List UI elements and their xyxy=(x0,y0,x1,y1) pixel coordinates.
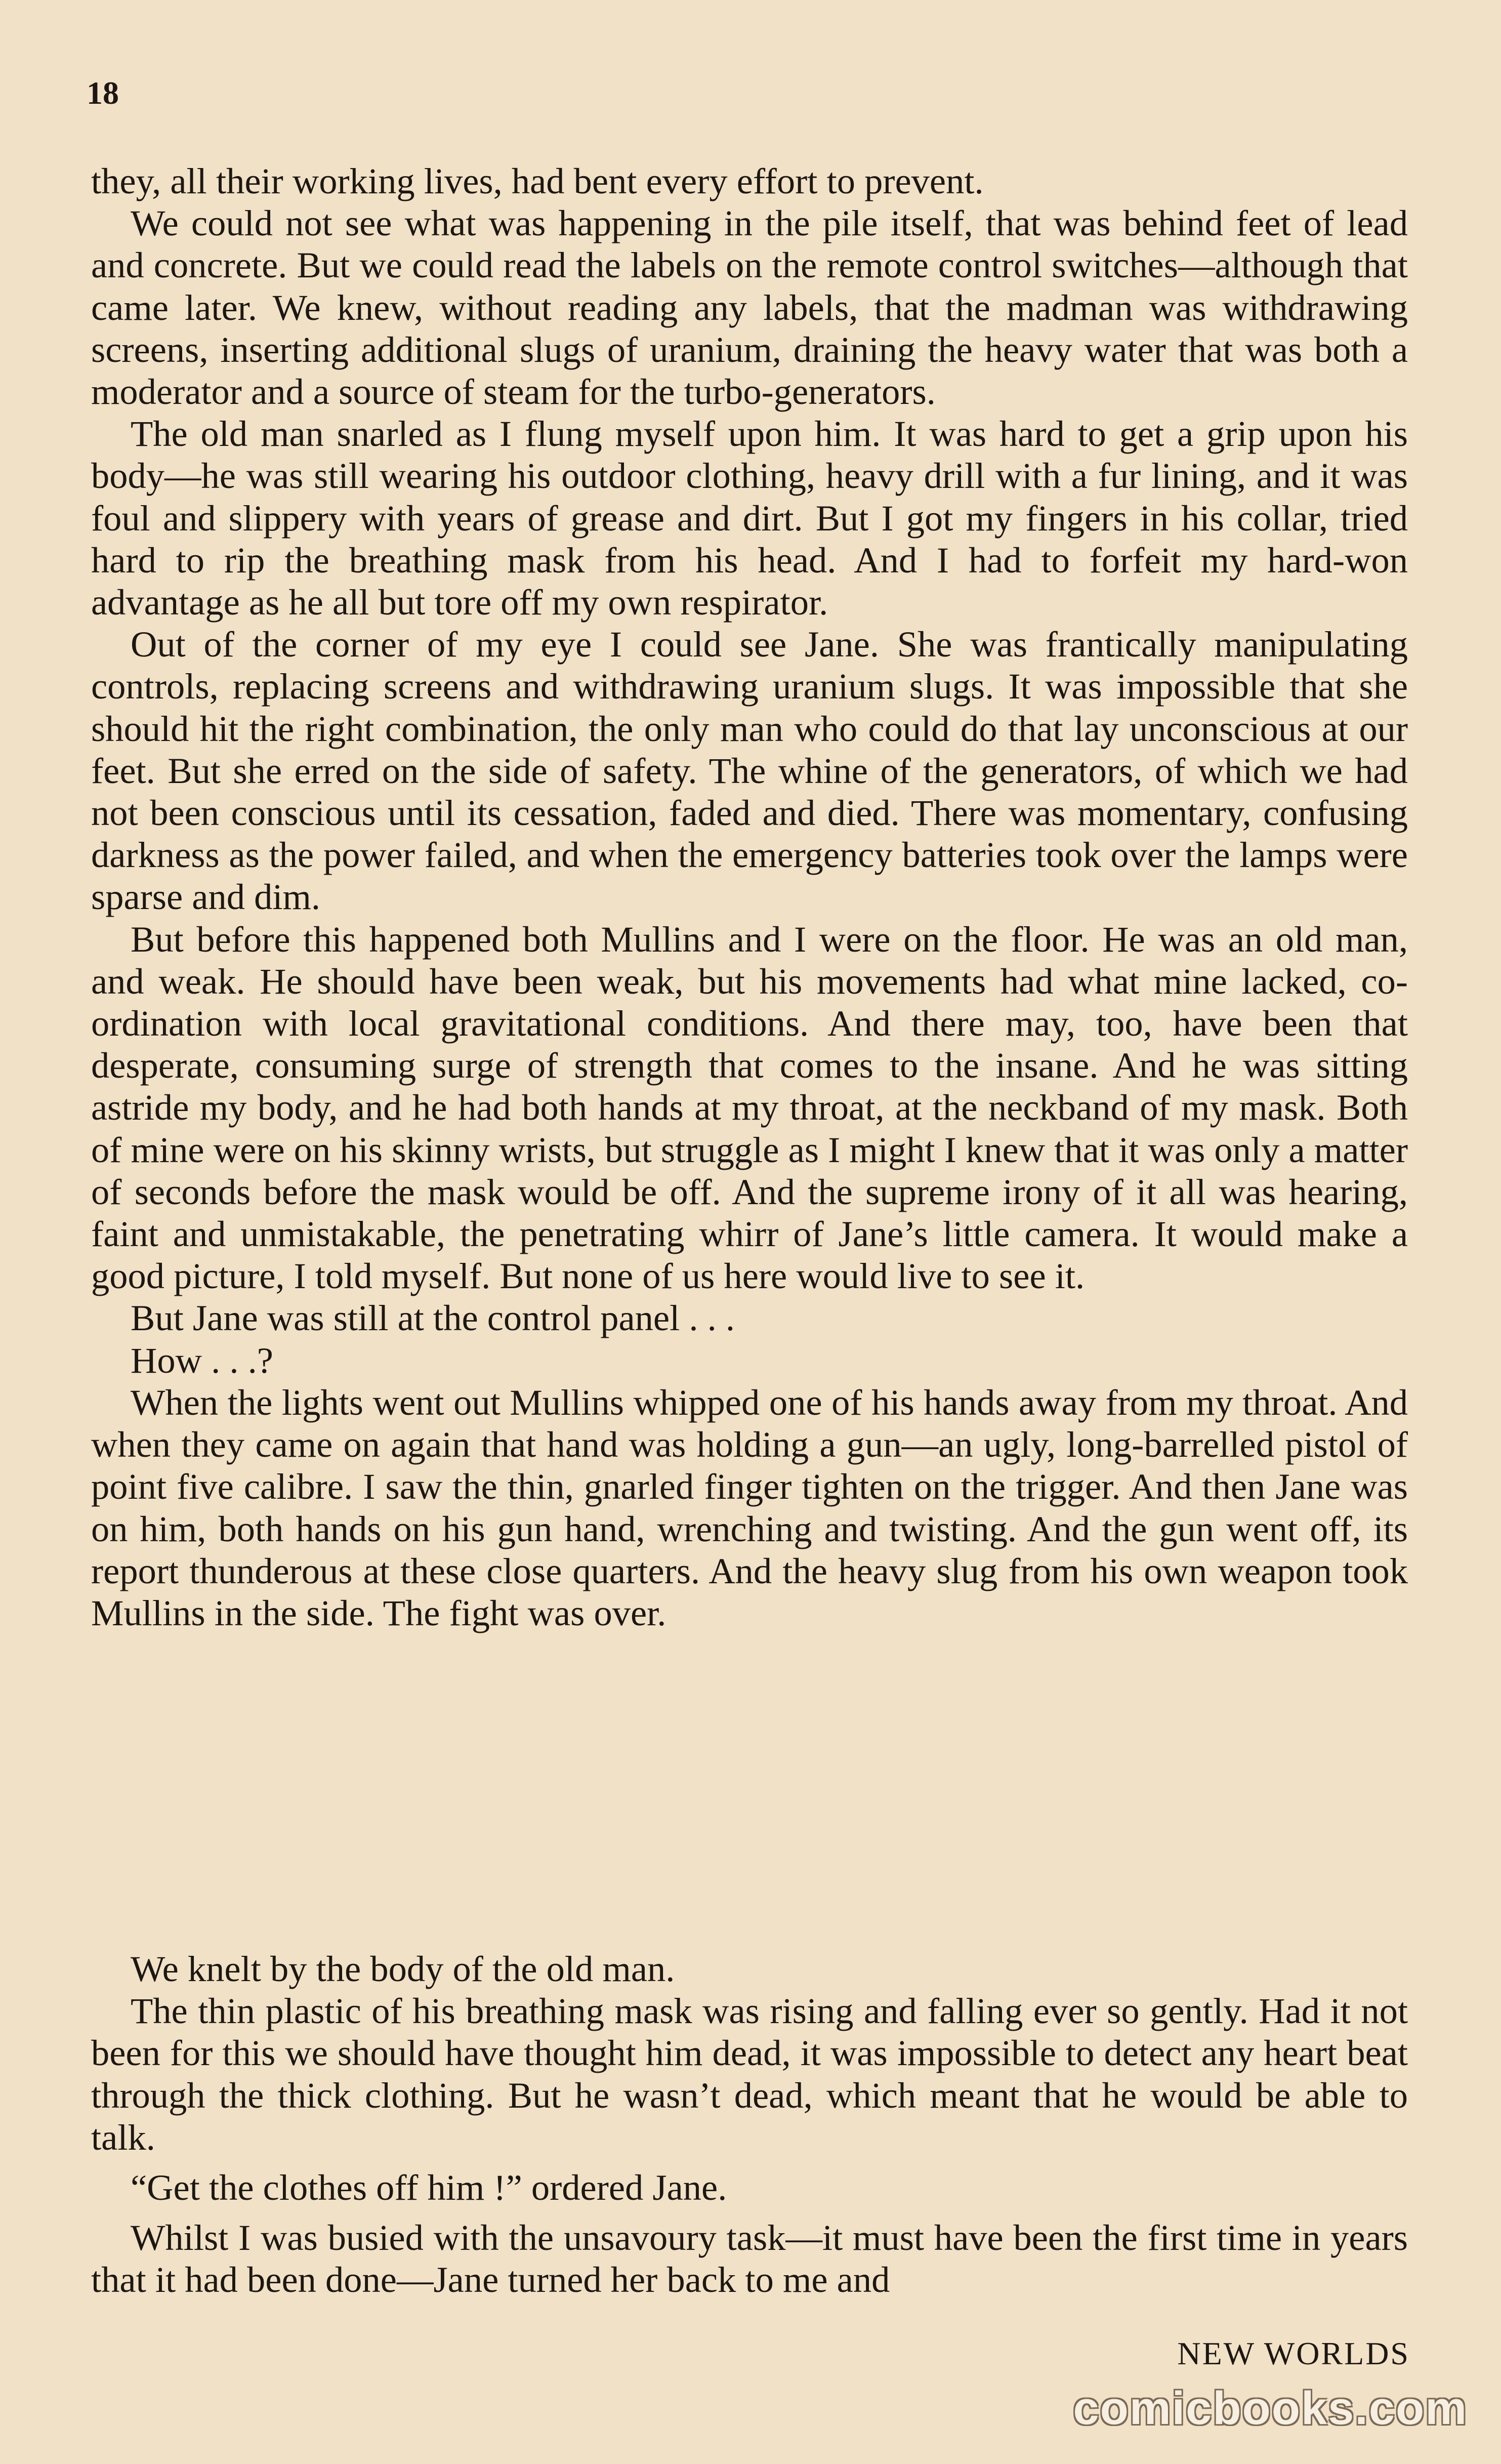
paragraph: The thin plastic of his breathing mask was rising and falling ever so gently. Had it not been for this we should have thought him dead, it was impossible to detect any heart beat through the thick clothing. But he wasn’t dead, which meant that he would be able to talk. xyxy=(91,1990,1408,2158)
paragraph: Whilst I was busied with the unsavoury task—it must have been the first time in years that it had been done—Jane turned her back to me and xyxy=(91,2217,1408,2301)
paragraph: they, all their working lives, had bent every effort to prevent. xyxy=(91,160,984,201)
paragraph: When the lights went out Mullins whipped one of his hands away from my throat. And when they came on again that hand was holding a gun—an ugly, long-barrelled pistol of point five calibre. I saw the thin, gnarled finger tighten on the trigger. And then Jane was on him, both hands on his gun hand, wrenching and twisting. And the gun went off, its report thunderous at these close quarters. And the heavy slug from his own weapon took Mullins in the side. The fight was over. xyxy=(91,1381,1408,1633)
watermark-logo: comicbooks.com xyxy=(1073,2383,1468,2434)
paragraph: How . . .? xyxy=(131,1339,273,1381)
running-footer: NEW WORLDS xyxy=(1177,2335,1410,2371)
body-text-section-2 xyxy=(91,1948,1408,2301)
paragraph: We could not see what was happening in the pile itself, that was behind feet of lead and concrete. But we could read the labels on the remote control switches—although that came later. We knew, without reading any labels, that the madman was withdrawing screens, inserting additional slugs of uranium, draining the heavy water that was both a moderator and a source of steam for the turbo-generators. xyxy=(91,202,1408,413)
paragraph: Out of the corner of my eye I could see Jane. She was frantically manipulating controls, replacing screens and withdrawing uranium slugs. It was impossible that she should hit the right combination, the only man who could do that lay unconscious at our feet. But she erred on the side of safety. The whine of the generators, of which we had not been conscious until its cessation, faded and died. There was momentary, confusing darkness as the power failed, and when the emergency batteries took over the lamps were sparse and dim. xyxy=(91,624,1408,918)
page-number: 18 xyxy=(87,75,119,111)
paragraph: We knelt by the body of the old man. xyxy=(131,1948,675,1989)
body-text-section-1 xyxy=(91,160,1408,1634)
paragraph: But Jane was still at the control panel . . . xyxy=(131,1297,735,1339)
paragraph: The old man snarled as I flung myself upon him. It was hard to get a grip upon his body—he was still wearing his outdoor clothing, heavy drill with a fur lining, and it was foul and slippery with years of grease and dirt. But I got my fingers in his collar, tried hard to rip the breathing mask from his head. And I had to forfeit my hard-won advantage as he all but tore off my own respirator. xyxy=(91,413,1408,623)
paragraph: “Get the clothes off him !” ordered Jane. xyxy=(131,2167,727,2208)
paragraph: But before this happened both Mullins and I were on the floor. He was an old man, and weak. He should have been weak, but his movements had what mine lacked, co-ordination with local gravitational conditions. And there may, too, have been that desperate, consuming surge of strength that comes to the insane. And he was sitting astride my body, and he had both hands at my throat, at the neckband of my mask. Both of mine were on his skinny wrists, but struggle as I might I knew that it was only a matter of seconds before the mask would be off. And the supreme irony of it all was hearing, faint and unmistakable, the penetrating whirr of Jane’s little camera. It would make a good picture, I told myself. But none of us here would live to see it. xyxy=(91,918,1408,1297)
